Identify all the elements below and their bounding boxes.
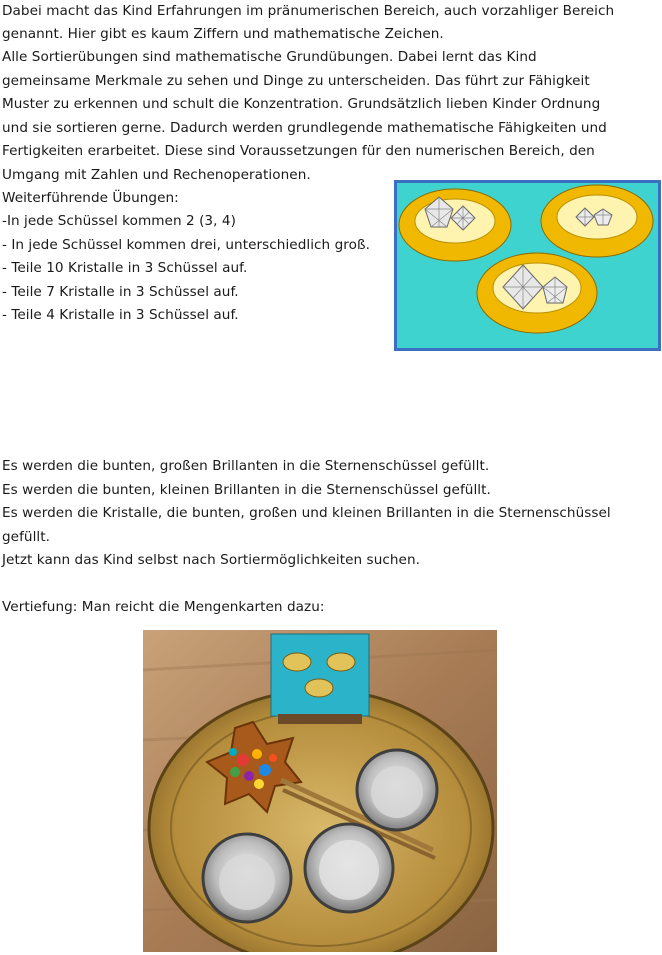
tray-photo bbox=[143, 630, 497, 952]
exercise-item: -In jede Schüssel kommen 2 (3, 4) bbox=[2, 213, 236, 229]
intro-line: Fertigkeiten erarbeitet. Diese sind Voraussetzungen für den numerischen Bereich, den bbox=[2, 143, 595, 159]
quantity-card-illustration bbox=[394, 180, 661, 351]
sorting-line: Es werden die bunten, kleinen Brillanten in die Sternenschüssel gefüllt. bbox=[2, 482, 491, 498]
intro-line: Muster zu erkennen und schult die Konzentration. Grundsätzlich lieben Kinder Ordnung bbox=[2, 96, 601, 112]
exercise-item: - In jede Schüssel kommen drei, unterschiedlich groß. bbox=[2, 237, 370, 253]
tray-photo-drawing bbox=[143, 630, 497, 952]
sorting-line: gefüllt. bbox=[2, 529, 50, 545]
deepening-line: Vertiefung: Man reicht die Mengenkarten dazu: bbox=[2, 599, 325, 615]
sorting-line: Jetzt kann das Kind selbst nach Sortiermöglichkeiten suchen. bbox=[2, 552, 420, 568]
sorting-line: Es werden die bunten, großen Brillanten in die Sternenschüssel gefüllt. bbox=[2, 458, 490, 474]
intro-line: Umgang mit Zahlen und Rechenoperationen. bbox=[2, 167, 311, 183]
intro-line: genannt. Hier gibt es kaum Ziffern und mathematische Zeichen. bbox=[2, 26, 444, 42]
exercises-heading: Weiterführende Übungen: bbox=[2, 190, 179, 206]
bowls-illustration bbox=[397, 183, 658, 348]
bowl bbox=[399, 189, 511, 261]
intro-line: Alle Sortierübungen sind mathematische Grundübungen. Dabei lernt das Kind bbox=[2, 49, 537, 65]
sorting-line: Es werden die Kristalle, die bunten, großen und kleinen Brillanten in die Sternenschüssel bbox=[2, 505, 611, 521]
exercise-item: - Teile 7 Kristalle in 3 Schüssel auf. bbox=[2, 284, 239, 300]
exercise-item: - Teile 4 Kristalle in 3 Schüssel auf. bbox=[2, 307, 239, 323]
intro-line: und sie sortieren gerne. Dadurch werden grundlegende mathematische Fähigkeiten und bbox=[2, 120, 607, 136]
exercise-item: - Teile 10 Kristalle in 3 Schüssel auf. bbox=[2, 260, 248, 276]
intro-line: gemeinsame Merkmale zu sehen und Dinge zu unterscheiden. Das führt zur Fähigkeit bbox=[2, 73, 590, 89]
intro-line: Dabei macht das Kind Erfahrungen im pränumerischen Bereich, auch vorzahliger Bereich bbox=[2, 3, 615, 19]
